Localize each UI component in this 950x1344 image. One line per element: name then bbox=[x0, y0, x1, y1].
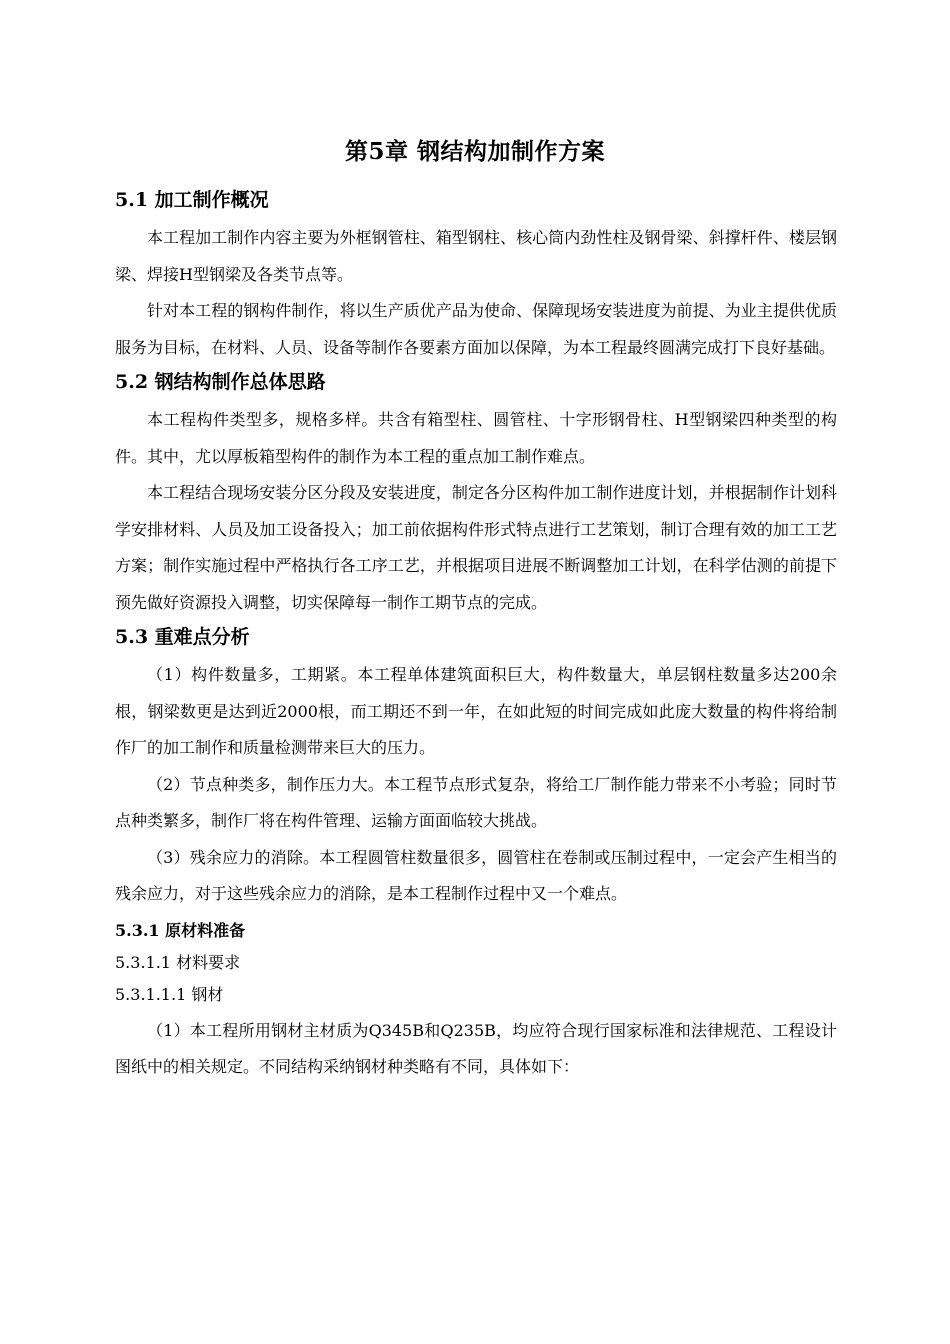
paragraph: 针对本工程的钢构件制作，将以生产质优产品为使命、保障现场安装进度为前提、为业主提供优质服务为目标，在材料、人员、设备等制作各要素方面加以保障，为本工程最终圆满完成打下良好基础。 bbox=[115, 301, 837, 357]
paragraph: （2）节点种类多，制作压力大。本工程节点形式复杂，将给工厂制作能力带来不小考验；同时节点种类繁多，制作厂将在构件管理、运输方面面临较大挑战。 bbox=[115, 774, 837, 830]
subsubsubsection-heading: 5.3.1.1.1 钢材 bbox=[115, 984, 224, 1004]
section-5-2 bbox=[115, 368, 837, 621]
document-body bbox=[115, 186, 837, 1088]
paragraph: 本工程结合现场安装分区分段及安装进度，制定各分区构件加工制作进度计划，并根据制作计划科学安排材料、人员及加工设备投入；加工前依据构件形式特点进行工艺策划，制订合理有效的加工工艺方案；制作实施过程中严格执行各工序工艺，并根据项目进展不断调整加工计划，在科学估测的前提下预先做好资源投入调整，切实保障每一制作工期节点的完成。 bbox=[115, 483, 837, 612]
paragraph: 本工程加工制作内容主要为外框钢管柱、箱型钢柱、核心筒内劲性柱及钢骨梁、斜撑杆件、楼层钢梁、焊接H型钢梁及各类节点等。 bbox=[115, 228, 837, 284]
paragraph: 本工程构件类型多，规格多样。共含有箱型柱、圆管柱、十字形钢骨柱、H型钢梁四种类型的构件。其中，尤以厚板箱型构件的制作为本工程的重点加工制作难点。 bbox=[115, 410, 837, 466]
section-heading: 5.3 重难点分析 bbox=[115, 626, 250, 648]
subsection-heading: 5.3.1 原材料准备 bbox=[115, 920, 246, 940]
paragraph: （1）本工程所用钢材主材质为Q345B和Q235B，均应符合现行国家标准和法律规范、工程设计图纸中的相关规定。不同结构采纳钢材种类略有不同，具体如下： bbox=[115, 1020, 837, 1076]
paragraph: （1）构件数量多，工期紧。本工程单体建筑面积巨大，构件数量大，单层钢柱数量多达200余根，钢梁数更是达到近2000根，而工期还不到一年，在如此短的时间完成如此庞大数量的构件将给制作厂的加工制作和质量检测带来巨大的压力。 bbox=[115, 665, 837, 757]
section-5-1 bbox=[115, 186, 837, 366]
section-5-3 bbox=[115, 623, 837, 913]
section-heading: 5.2 钢结构制作总体思路 bbox=[115, 371, 326, 393]
section-heading: 5.1 加工制作概况 bbox=[115, 189, 269, 211]
chapter-title: 第5章 钢结构加制作方案 bbox=[344, 138, 605, 165]
section-5-3-1 bbox=[115, 917, 837, 1086]
subsubsection-heading: 5.3.1.1 材料要求 bbox=[115, 952, 241, 972]
paragraph: （3）残余应力的消除。本工程圆管柱数量很多，圆管柱在卷制或压制过程中，一定会产生相当的残余应力，对于这些残余应力的消除，是本工程制作过程中又一个难点。 bbox=[115, 847, 837, 903]
